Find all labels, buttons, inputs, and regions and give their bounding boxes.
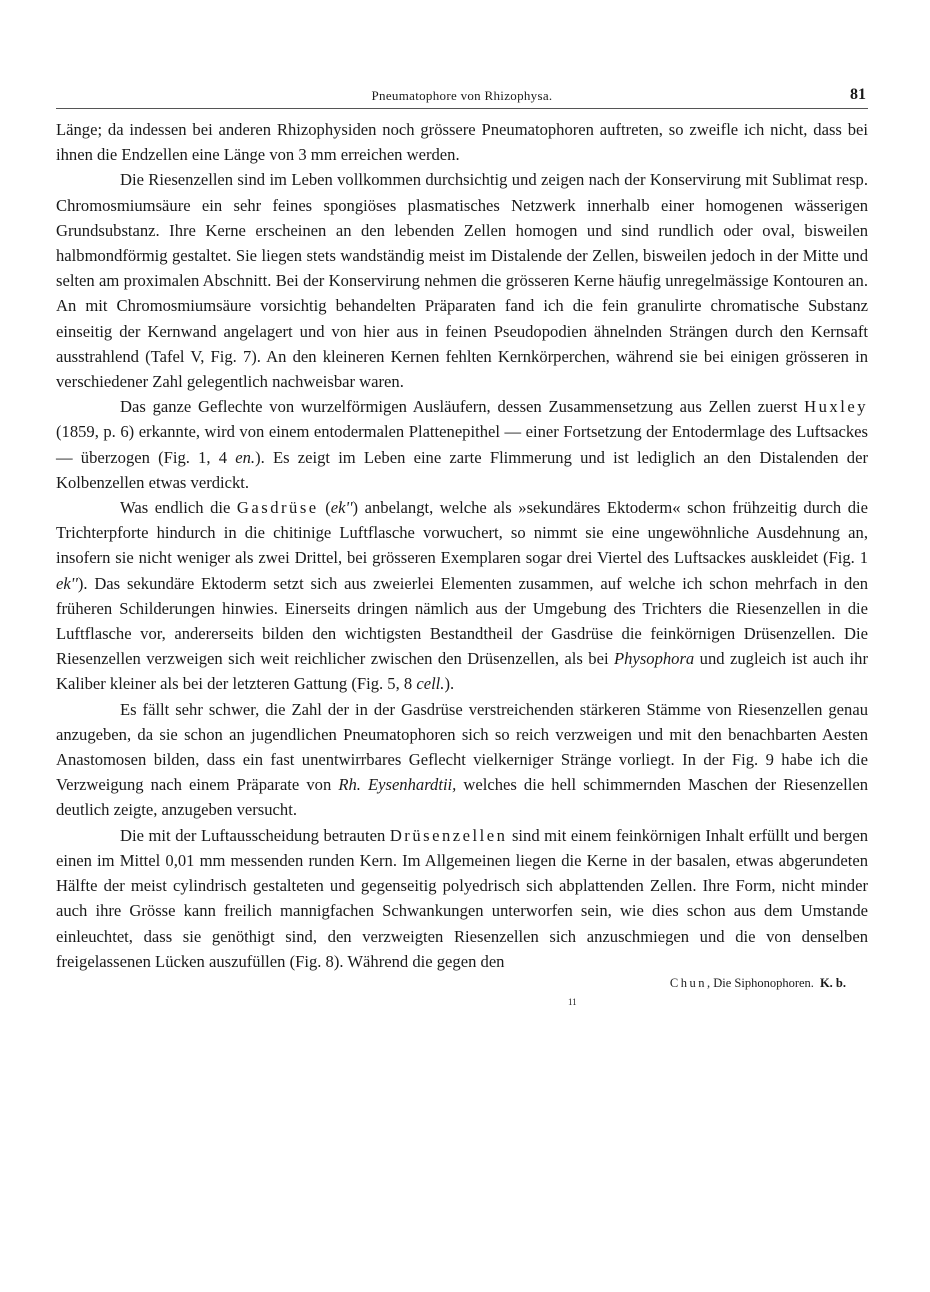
running-head <box>56 86 868 109</box>
paragraph-5-text-b: welches die hell schimmernden Maschen der Riesenzellen deutlich zeigte, anzugeben versucht. <box>56 775 869 820</box>
paragraph-4-text-f: ). <box>444 674 455 694</box>
sheet-number: 11 <box>568 996 577 1007</box>
species-rh-eysenhardtii: Rh. Eysenhardtii, <box>338 775 457 795</box>
paragraph-6-text-a: Die mit der Luftausscheidung betrauten <box>120 825 386 845</box>
paragraph-3-text-a: Das ganze Geflechte von wurzelförmigen Ausläufern, dessen Zusammensetzung aus Zellen zuerst <box>120 397 798 417</box>
signature-title: , Die Siphonophoren. <box>707 975 814 990</box>
paragraph-3 <box>56 394 868 495</box>
paragraph-4-text-a: Was endlich die <box>120 498 231 518</box>
paragraph-4 <box>56 495 868 697</box>
page-number: 81 <box>850 86 866 103</box>
paragraph-1 <box>56 117 868 167</box>
page <box>56 86 868 1007</box>
paragraph-1-text: Länge; da indessen bei anderen Rhizophysiden noch grössere Pneumatophoren auftreten, so zweifle ich nicht, dass bei ihnen die Endzellen eine Länge von 3 mm erreichen werden. <box>56 120 868 165</box>
paragraph-5-text-a: Es fällt sehr schwer, die Zahl der in der Gasdrüse verstreichenden stärkeren Stämme von Riesenzellen genau anzugeben, da sie schon an jugendlichen Pneumatophoren sich so reich verzweigen und mit den benachbarten Aesten Anastomosen bilden, dass ein fast unentwirrbares Geflecht vielkerniger Stränge vorliegt. In der Fig. 9 habe ich die Verzweigung nach einem Präparate von <box>56 699 868 795</box>
term-gasdruese: Gasdrüse <box>236 498 319 518</box>
paragraph-2 <box>56 167 868 394</box>
paragraph-2-text: Die Riesenzellen sind im Leben vollkommen durchsichtig und zeigen nach der Konservirung mit Sublimat resp. Chromosmiumsäure ein sehr feines spongiöses plasmatisches Netzwerk innerhalb einer homogenen wässerigen Grundsubstanz. Ihre Kerne erscheinen an den lebenden Zellen homogen und sind rundlich oder oval, bisweilen halbmondförmig gestaltet. Sie liegen stets wandständig meist im Distalende der Zellen, bisweilen jedoch in der Mitte und selten am proximalen Abschnitt. Bei der Konservirung nehmen die grösseren Kerne häufig unregelmässige Kontouren an. An mit Chromosmiumsäure vorsichtig behandelten Präparaten fand ich die fein granulirte chromatische Substanz einseitig der Kernwand angelagert und von hier aus in feinen Pseudopodien ähnelnden Strängen durch den Kernsaft ausstrahlend (Tafel V, Fig. 7). An den kleineren Kernen fehlten Kernkörperchen, während sie bei einigen grösseren in verschiedener Zahl gelegentlich nachweisbar waren. <box>56 170 868 392</box>
signature-author: Chun <box>669 975 707 990</box>
paragraph-4-text-c: ) anbelangt, welche als »sekundäres Ektoderm« schon frühzeitig durch die Trichterpforte hindurch in die chitinige Luftflasche vorwuchert, so nimmt sie eine ungewöhnliche Ausdehnung an, insofern sie nicht weniger als zwei Drittel, bei grösseren Exemplaren sogar drei Viertel des Luftsackes auskleidet (Fig. 1 <box>56 498 868 568</box>
body-text <box>56 117 868 974</box>
abbr-ek-1: ek'' <box>330 498 353 518</box>
abbr-en: en. <box>235 447 256 467</box>
paragraph-4-text-e: und zugleich ist auch ihr Kaliber kleiner als bei der letzteren Gattung (Fig. 5, 8 <box>56 649 868 694</box>
genus-physophora: Physophora <box>614 649 695 669</box>
paragraph-4-text-d: ). Das sekundäre Ektoderm setzt sich aus zweierlei Elementen zusammen, auf welche ich schon mehrfach in den früheren Schilderungen hinwies. Einerseits dringen nämlich aus der Umgebung des Trichters die Riesenzellen in die Luftflasche vor, andererseits bilden den wichtigsten Bestandtheil der Gasdrüse die feinkörnigen Drüsenzellen. Die Riesenzellen verzweigen sich weit reichlicher zwischen den Drüsenzellen, als bei <box>56 573 868 669</box>
paragraph-4-text-b: ( <box>325 498 331 518</box>
sheet-signature <box>56 976 868 991</box>
signature-mark: K. b. <box>819 975 846 990</box>
author-name-huxley: Huxley <box>804 397 868 417</box>
paragraph-5 <box>56 697 868 823</box>
abbr-ek-2: ek'' <box>56 573 78 593</box>
paragraph-6-text-b: sind mit einem feinkörnigen Inhalt erfüllt und bergen einen im Mittel 0,01 mm messenden runden Kern. Im Allgemeinen liegen die Kerne in der basalen, etwas abgerundeten Hälfte der meist cylindrisch gestalteten und gegenseitig polyedrisch sich abplattenden Zellen. Ihre Form, nicht minder auch ihre Grösse kann freilich mannigfachen Schwankungen unterworfen sein, wie dies schon aus dem Umstande einleuchtet, dass sie genöthigt sind, den verzweigten Riesenzellen sich anzuschmiegen und die von denselben freigelassenen Lücken auszufüllen (Fig. 8). Während die gegen den <box>56 825 869 971</box>
paragraph-3-text-c: ). Es zeigt im Leben eine zarte Flimmerung und ist lediglich an den Distalenden der Kolbenzellen etwas verdickt. <box>56 447 868 492</box>
paragraph-3-text-b: (1859, p. 6) erkannte, wird von einem entodermalen Plattenepithel — einer Fortsetzung der Entodermlage des Luftsackes — überzogen (Fig. 1, 4 <box>56 422 868 467</box>
abbr-cell: cell. <box>416 674 445 694</box>
running-title: Pneumatophore von Rhizophysa. <box>371 88 553 103</box>
term-druesenzellen: Drüsenzellen <box>389 825 508 845</box>
paragraph-6 <box>56 823 868 974</box>
